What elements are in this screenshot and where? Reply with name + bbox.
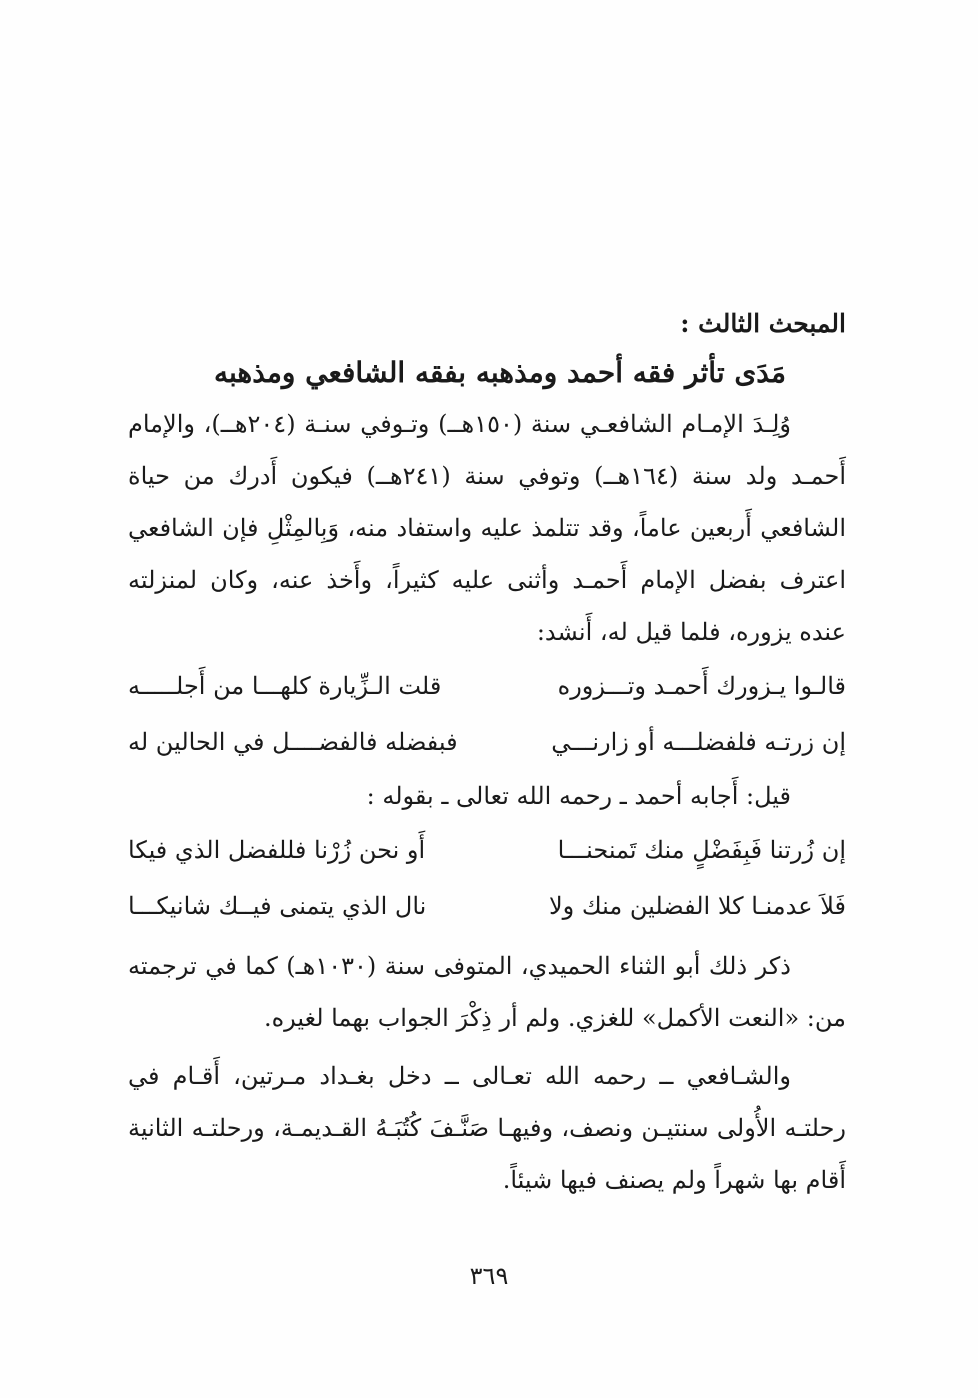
verse-first-hemistich: إن زرتـه فلفضلـــه أو زارنـــي: [551, 728, 846, 756]
poem-verse: [128, 658, 846, 714]
poem-verse: [128, 878, 846, 934]
verse-second-hemistich: نال الذي يتمنى فيــك شانيكـــا: [128, 892, 427, 920]
verse-second-hemistich: أَو نحن زُرْنا فللفضل الذي فيكا: [128, 836, 426, 864]
verse-first-hemistich: فَلاَ عدمنـا كلا الفضلين منك ولا: [548, 892, 846, 920]
poem-verse: [128, 714, 846, 770]
section-label: المبحث الثالث :: [680, 309, 846, 338]
section-title: مَدَى تأثر فقه أحمد ومذهبه بفقه الشافعي ومذهبه: [213, 356, 786, 389]
verse-first-hemistich: إن زُرتنا فَبِفَضْلٍ منك تَمنحنـــا: [557, 836, 846, 864]
paragraph-reply-intro: قيل: أَجابه أحمد ـ رحمه الله تعالى ـ بقوله :: [366, 782, 791, 810]
page-number: ٣٦٩: [469, 1262, 509, 1290]
poem-verse: [128, 822, 846, 878]
paragraph-baghdad-travels: والشـافعي ــ رحمه الله تعـالى ــ دخل بغـداد مـرتين، أَقـام في رحلتـه الأُولى سنتيـن ونصف، وفيهـا صَنَّـفَ كُتُبَـهُ القـديمـة، ورحلتـه الثانية أَقام بها شهراً ولم يصنف فيها شيئاً.: [128, 1062, 846, 1194]
verse-second-hemistich: فبفضله فالفضــــل في الحالين له: [128, 728, 458, 756]
verse-first-hemistich: قالـوا يـزورك أَحمـد وتـــزوره: [557, 672, 846, 700]
page-content: [128, 300, 846, 1206]
paragraph-birth-death: وُلِـدَ الإمـام الشافعـي سنة (١٥٠هــ) وتـوفي سنـة (٢٠٤هــ)، والإمام أَحمـد ولد سنة (١٦٤هــ) وتوفي سنة (٢٤١هــ) فيكون أَدرك من حياة الشافعي أَربعين عاماً، وقد تتلمذ عليه واستفاد منه، وَبِالمِثْلِ فإن الشافعي اعترف بفضل الإمام أَحمـد وأثنى عليه كثيراً، وأَخذ عنه، وكان لمنزلته عنده يزوره، فلما قيل له، أَنشد:: [128, 410, 847, 646]
verse-second-hemistich: قلت الـزِّيارة كلهـــا من أَجلـــــه: [128, 672, 442, 700]
paragraph-source-note: ذكر ذلك أبو الثناء الحميدي، المتوفى سنة (١٠٣٠هـ) كما في ترجمته من: «النعت الأكمل» للغزي. ولم أر ذِكْرَ الجواب بهما لغيره.: [128, 952, 846, 1032]
